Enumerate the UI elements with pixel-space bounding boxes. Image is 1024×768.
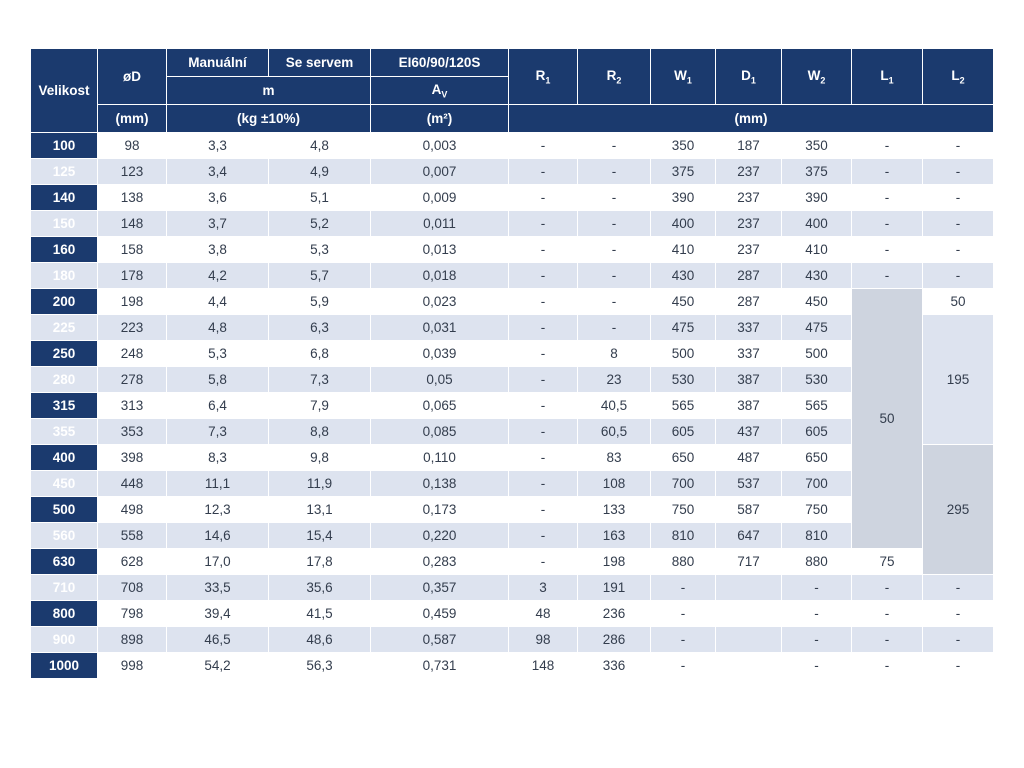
- cell-r2: 23: [578, 367, 651, 393]
- cell-w2: 450: [782, 289, 852, 315]
- table-row: [31, 575, 994, 601]
- cell-w1: 565: [651, 393, 716, 419]
- cell-av: 0,031: [371, 315, 509, 341]
- cell-r1: -: [509, 367, 578, 393]
- cell-r2: 191: [578, 575, 651, 601]
- cell-r2: 108: [578, 471, 651, 497]
- cell-r1: 98: [509, 627, 578, 653]
- cell-av: 0,731: [371, 653, 509, 679]
- header-row-3: [31, 105, 994, 133]
- cell-r1: -: [509, 497, 578, 523]
- cell-servo: 7,9: [269, 393, 371, 419]
- cell-av: 0,138: [371, 471, 509, 497]
- header-r2-sub: 2: [616, 75, 622, 86]
- cell-w2: 650: [782, 445, 852, 471]
- row-size-header: 800: [31, 601, 98, 627]
- cell-w1: -: [651, 575, 716, 601]
- cell-d1: 237: [716, 159, 782, 185]
- cell-d1: [716, 627, 782, 653]
- cell-w1: 650: [651, 445, 716, 471]
- cell-r1: -: [509, 289, 578, 315]
- header-w1: [651, 49, 716, 105]
- header-servo: Se servem: [269, 49, 371, 77]
- cell-w2: 750: [782, 497, 852, 523]
- cell-servo: 13,1: [269, 497, 371, 523]
- cell-man: 5,3: [167, 341, 269, 367]
- row-size-header: 315: [31, 393, 98, 419]
- cell-r2: -: [578, 315, 651, 341]
- header-d1-base: D: [741, 67, 751, 83]
- cell-r1: -: [509, 159, 578, 185]
- table-row: [31, 419, 994, 445]
- header-w2: [782, 49, 852, 105]
- cell-r2: -: [578, 289, 651, 315]
- row-size-header: 200: [31, 289, 98, 315]
- cell-od: 898: [98, 627, 167, 653]
- cell-od: 798: [98, 601, 167, 627]
- cell-w2: 430: [782, 263, 852, 289]
- cell-r1: -: [509, 523, 578, 549]
- cell-d1: [716, 653, 782, 679]
- cell-av: 0,283: [371, 549, 509, 575]
- cell-av: 0,003: [371, 133, 509, 159]
- cell-servo: 5,9: [269, 289, 371, 315]
- cell-w2: 605: [782, 419, 852, 445]
- cell-od: 498: [98, 497, 167, 523]
- header-w2-sub: 2: [820, 75, 826, 86]
- cell-l2: -: [923, 159, 994, 185]
- table-row: [31, 393, 994, 419]
- cell-od: 178: [98, 263, 167, 289]
- cell-w2: 530: [782, 367, 852, 393]
- cell-w1: -: [651, 627, 716, 653]
- cell-l1: -: [852, 627, 923, 653]
- cell-w2: 350: [782, 133, 852, 159]
- header-od: øD: [98, 49, 167, 105]
- header-unit-mm-left: (mm): [98, 105, 167, 133]
- cell-r2: -: [578, 237, 651, 263]
- table-row: [31, 133, 994, 159]
- header-r1-base: R: [535, 67, 546, 83]
- cell-od: 198: [98, 289, 167, 315]
- cell-w2: -: [782, 601, 852, 627]
- cell-od: 628: [98, 549, 167, 575]
- cell-w2: -: [782, 653, 852, 679]
- header-l1-base: L: [880, 67, 889, 83]
- cell-servo: 4,9: [269, 159, 371, 185]
- row-size-header: 400: [31, 445, 98, 471]
- row-size-header: 355: [31, 419, 98, 445]
- header-unit-m2: (m²): [371, 105, 509, 133]
- cell-r2: 163: [578, 523, 651, 549]
- cell-w2: 475: [782, 315, 852, 341]
- cell-d1: 237: [716, 211, 782, 237]
- cell-r1: -: [509, 263, 578, 289]
- cell-servo: 56,3: [269, 653, 371, 679]
- table-header: [31, 49, 994, 133]
- cell-av: 0,039: [371, 341, 509, 367]
- table-row: [31, 497, 994, 523]
- cell-d1: 387: [716, 393, 782, 419]
- cell-d1: 287: [716, 263, 782, 289]
- cell-w2: 565: [782, 393, 852, 419]
- cell-man: 14,6: [167, 523, 269, 549]
- header-w1-base: W: [674, 67, 687, 83]
- cell-d1: 717: [716, 549, 782, 575]
- row-size-header: 900: [31, 627, 98, 653]
- cell-r2: -: [578, 133, 651, 159]
- cell-av: 0,007: [371, 159, 509, 185]
- header-m: m: [167, 77, 371, 105]
- cell-l1: -: [852, 575, 923, 601]
- spec-table: [30, 48, 994, 679]
- cell-w1: 450: [651, 289, 716, 315]
- cell-man: 4,2: [167, 263, 269, 289]
- row-size-header: 100: [31, 133, 98, 159]
- cell-r2: 40,5: [578, 393, 651, 419]
- cell-servo: 11,9: [269, 471, 371, 497]
- header-d1-sub: 1: [750, 75, 756, 86]
- cell-man: 8,3: [167, 445, 269, 471]
- cell-d1: 387: [716, 367, 782, 393]
- cell-w1: 375: [651, 159, 716, 185]
- cell-r1: -: [509, 185, 578, 211]
- cell-av: 0,009: [371, 185, 509, 211]
- header-velikost: Velikost: [31, 49, 98, 133]
- header-r2: [578, 49, 651, 105]
- cell-d1: 237: [716, 185, 782, 211]
- cell-w2: 390: [782, 185, 852, 211]
- cell-l2: -: [923, 133, 994, 159]
- cell-r2: 8: [578, 341, 651, 367]
- cell-man: 4,4: [167, 289, 269, 315]
- cell-l1: -: [852, 653, 923, 679]
- cell-od: 248: [98, 341, 167, 367]
- cell-w1: 430: [651, 263, 716, 289]
- cell-av: 0,110: [371, 445, 509, 471]
- table-row: [31, 315, 994, 341]
- cell-w1: 810: [651, 523, 716, 549]
- table-row: [31, 341, 994, 367]
- header-l2-base: L: [951, 67, 960, 83]
- cell-w2: 810: [782, 523, 852, 549]
- cell-r2: 236: [578, 601, 651, 627]
- header-r2-base: R: [606, 67, 617, 83]
- cell-od: 223: [98, 315, 167, 341]
- cell-man: 3,8: [167, 237, 269, 263]
- cell-w1: 410: [651, 237, 716, 263]
- cell-servo: 5,3: [269, 237, 371, 263]
- cell-r1: -: [509, 211, 578, 237]
- table-row: [31, 185, 994, 211]
- cell-av: 0,023: [371, 289, 509, 315]
- cell-w1: -: [651, 601, 716, 627]
- table-row: [31, 211, 994, 237]
- row-size-header: 630: [31, 549, 98, 575]
- cell-d1: 237: [716, 237, 782, 263]
- table-row: [31, 445, 994, 471]
- cell-r2: 198: [578, 549, 651, 575]
- cell-av: 0,013: [371, 237, 509, 263]
- header-l1: [852, 49, 923, 105]
- cell-man: 7,3: [167, 419, 269, 445]
- cell-servo: 41,5: [269, 601, 371, 627]
- cell-d1: 187: [716, 133, 782, 159]
- cell-w1: 350: [651, 133, 716, 159]
- table-row: [31, 367, 994, 393]
- cell-w2: -: [782, 627, 852, 653]
- table-row: [31, 471, 994, 497]
- cell-l2: 195: [923, 315, 994, 445]
- table-row: [31, 263, 994, 289]
- row-size-header: 280: [31, 367, 98, 393]
- cell-l2: -: [923, 211, 994, 237]
- cell-od: 708: [98, 575, 167, 601]
- cell-man: 3,4: [167, 159, 269, 185]
- cell-man: 17,0: [167, 549, 269, 575]
- cell-od: 158: [98, 237, 167, 263]
- cell-l1: -: [852, 211, 923, 237]
- cell-d1: 487: [716, 445, 782, 471]
- cell-w1: -: [651, 653, 716, 679]
- cell-w2: 375: [782, 159, 852, 185]
- cell-man: 46,5: [167, 627, 269, 653]
- cell-r2: -: [578, 263, 651, 289]
- header-unit-mm-right: (mm): [509, 105, 994, 133]
- cell-w1: 880: [651, 549, 716, 575]
- cell-l2: -: [923, 237, 994, 263]
- cell-r1: -: [509, 549, 578, 575]
- cell-w2: 500: [782, 341, 852, 367]
- cell-man: 5,8: [167, 367, 269, 393]
- row-size-header: 560: [31, 523, 98, 549]
- row-size-header: 180: [31, 263, 98, 289]
- cell-od: 398: [98, 445, 167, 471]
- cell-av: 0,173: [371, 497, 509, 523]
- cell-man: 54,2: [167, 653, 269, 679]
- cell-servo: 9,8: [269, 445, 371, 471]
- cell-l2: 50: [923, 289, 994, 315]
- cell-av: 0,05: [371, 367, 509, 393]
- cell-w1: 605: [651, 419, 716, 445]
- cell-od: 313: [98, 393, 167, 419]
- cell-av: 0,018: [371, 263, 509, 289]
- cell-r2: 286: [578, 627, 651, 653]
- cell-r1: -: [509, 393, 578, 419]
- cell-w1: 750: [651, 497, 716, 523]
- cell-w2: -: [782, 575, 852, 601]
- cell-servo: 8,8: [269, 419, 371, 445]
- header-row-1: [31, 49, 994, 77]
- header-av-sub: V: [441, 89, 448, 100]
- cell-r2: 83: [578, 445, 651, 471]
- cell-d1: [716, 601, 782, 627]
- cell-man: 3,3: [167, 133, 269, 159]
- cell-od: 998: [98, 653, 167, 679]
- cell-l1: -: [852, 159, 923, 185]
- table-row: [31, 549, 994, 575]
- row-size-header: 125: [31, 159, 98, 185]
- cell-w2: 410: [782, 237, 852, 263]
- header-manual: Manuální: [167, 49, 269, 77]
- cell-servo: 35,6: [269, 575, 371, 601]
- cell-od: 138: [98, 185, 167, 211]
- cell-od: 558: [98, 523, 167, 549]
- table-row: [31, 237, 994, 263]
- header-l2: [923, 49, 994, 105]
- cell-av: 0,085: [371, 419, 509, 445]
- cell-r2: -: [578, 185, 651, 211]
- cell-r2: 133: [578, 497, 651, 523]
- cell-l1: -: [852, 601, 923, 627]
- table-row: [31, 159, 994, 185]
- cell-av: 0,065: [371, 393, 509, 419]
- cell-od: 148: [98, 211, 167, 237]
- cell-man: 11,1: [167, 471, 269, 497]
- cell-l2: -: [923, 575, 994, 601]
- cell-od: 123: [98, 159, 167, 185]
- table-row: [31, 653, 994, 679]
- cell-r1: 48: [509, 601, 578, 627]
- cell-w1: 530: [651, 367, 716, 393]
- cell-servo: 5,1: [269, 185, 371, 211]
- row-size-header: 500: [31, 497, 98, 523]
- header-av: [371, 77, 509, 105]
- table-row: [31, 289, 994, 315]
- cell-w1: 700: [651, 471, 716, 497]
- cell-servo: 5,7: [269, 263, 371, 289]
- cell-r1: -: [509, 315, 578, 341]
- cell-servo: 6,8: [269, 341, 371, 367]
- cell-od: 448: [98, 471, 167, 497]
- row-size-header: 450: [31, 471, 98, 497]
- cell-w2: 400: [782, 211, 852, 237]
- cell-servo: 6,3: [269, 315, 371, 341]
- header-r1-sub: 1: [545, 75, 551, 86]
- cell-av: 0,587: [371, 627, 509, 653]
- cell-d1: 647: [716, 523, 782, 549]
- cell-d1: 287: [716, 289, 782, 315]
- cell-r1: -: [509, 237, 578, 263]
- cell-w1: 390: [651, 185, 716, 211]
- cell-w2: 880: [782, 549, 852, 575]
- cell-w1: 475: [651, 315, 716, 341]
- cell-d1: 437: [716, 419, 782, 445]
- cell-r1: -: [509, 445, 578, 471]
- header-d1: [716, 49, 782, 105]
- cell-r1: -: [509, 471, 578, 497]
- cell-l1: 75: [852, 549, 923, 575]
- cell-w2: 700: [782, 471, 852, 497]
- cell-man: 4,8: [167, 315, 269, 341]
- table-row: [31, 601, 994, 627]
- header-ei: EI60/90/120S: [371, 49, 509, 77]
- cell-r1: -: [509, 419, 578, 445]
- cell-av: 0,459: [371, 601, 509, 627]
- cell-w1: 400: [651, 211, 716, 237]
- cell-w1: 500: [651, 341, 716, 367]
- row-size-header: 150: [31, 211, 98, 237]
- header-unit-kg: (kg ±10%): [167, 105, 371, 133]
- cell-servo: 15,4: [269, 523, 371, 549]
- cell-l1: 50: [852, 289, 923, 549]
- cell-man: 12,3: [167, 497, 269, 523]
- cell-servo: 4,8: [269, 133, 371, 159]
- cell-d1: 337: [716, 315, 782, 341]
- cell-d1: 337: [716, 341, 782, 367]
- cell-l1: -: [852, 237, 923, 263]
- cell-l2: -: [923, 185, 994, 211]
- cell-av: 0,220: [371, 523, 509, 549]
- cell-man: 39,4: [167, 601, 269, 627]
- header-w2-base: W: [807, 67, 821, 83]
- cell-servo: 17,8: [269, 549, 371, 575]
- header-l2-sub: 2: [959, 75, 965, 86]
- row-size-header: 710: [31, 575, 98, 601]
- cell-od: 98: [98, 133, 167, 159]
- cell-man: 3,6: [167, 185, 269, 211]
- cell-l2: -: [923, 601, 994, 627]
- row-size-header: 250: [31, 341, 98, 367]
- header-r1: [509, 49, 578, 105]
- cell-servo: 7,3: [269, 367, 371, 393]
- cell-man: 3,7: [167, 211, 269, 237]
- cell-servo: 48,6: [269, 627, 371, 653]
- cell-servo: 5,2: [269, 211, 371, 237]
- cell-l2: -: [923, 263, 994, 289]
- header-av-base: A: [431, 81, 442, 97]
- cell-l2: -: [923, 627, 994, 653]
- cell-r1: 148: [509, 653, 578, 679]
- cell-od: 278: [98, 367, 167, 393]
- header-l1-sub: 1: [888, 75, 894, 86]
- header-w1-sub: 1: [686, 75, 692, 86]
- cell-r2: -: [578, 211, 651, 237]
- cell-l1: -: [852, 133, 923, 159]
- cell-l1: -: [852, 263, 923, 289]
- cell-l2: -: [923, 653, 994, 679]
- cell-man: 6,4: [167, 393, 269, 419]
- cell-d1: 537: [716, 471, 782, 497]
- cell-d1: 587: [716, 497, 782, 523]
- cell-r2: -: [578, 159, 651, 185]
- row-size-header: 140: [31, 185, 98, 211]
- cell-man: 33,5: [167, 575, 269, 601]
- cell-r2: 336: [578, 653, 651, 679]
- cell-av: 0,357: [371, 575, 509, 601]
- cell-l1: -: [852, 185, 923, 211]
- cell-av: 0,011: [371, 211, 509, 237]
- cell-r1: 3: [509, 575, 578, 601]
- table-body: [31, 133, 994, 679]
- cell-r1: -: [509, 133, 578, 159]
- table-row: [31, 523, 994, 549]
- cell-d1: [716, 575, 782, 601]
- row-size-header: 160: [31, 237, 98, 263]
- cell-l2: 295: [923, 445, 994, 575]
- row-size-header: 225: [31, 315, 98, 341]
- cell-r2: 60,5: [578, 419, 651, 445]
- cell-r1: -: [509, 341, 578, 367]
- table-row: [31, 627, 994, 653]
- cell-od: 353: [98, 419, 167, 445]
- row-size-header: 1000: [31, 653, 98, 679]
